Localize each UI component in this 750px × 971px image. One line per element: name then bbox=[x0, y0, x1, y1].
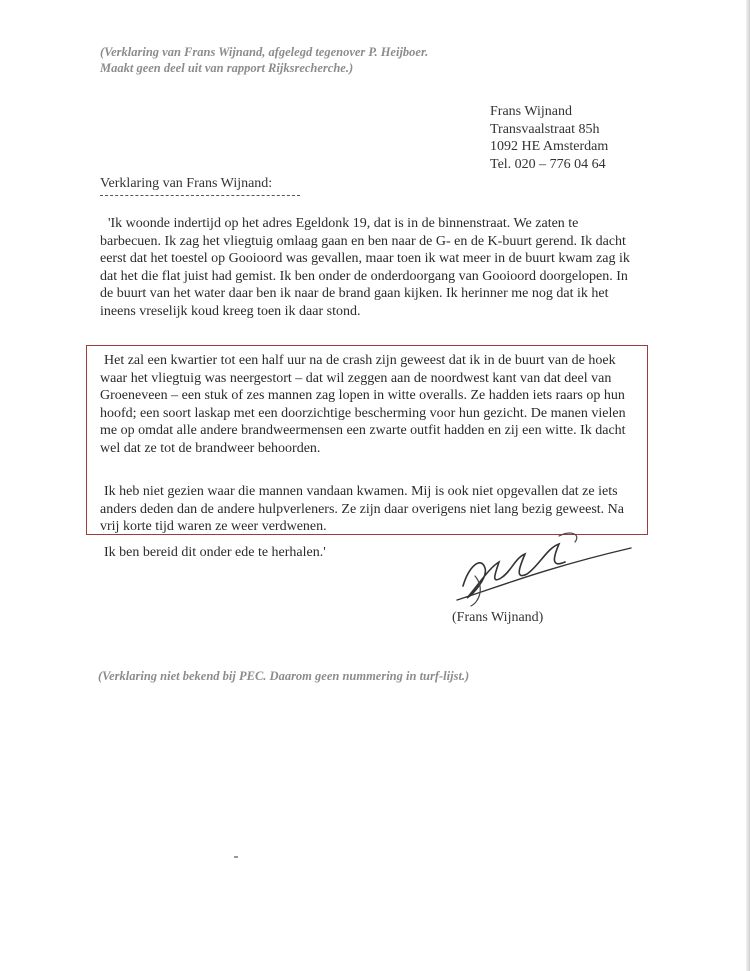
address-street: Transvaalstraat 85h bbox=[490, 121, 600, 137]
editor-note-top-line2: Maakt geen deel uit van rapport Rijksrecherche.) bbox=[100, 61, 354, 75]
handwritten-signature bbox=[455, 528, 635, 608]
scan-speck bbox=[234, 856, 238, 858]
statement-heading: Verklaring van Frans Wijnand: bbox=[100, 176, 273, 191]
editor-note-top bbox=[100, 44, 620, 76]
statement-paragraph-3: Ik heb niet gezien waar die mannen vandaan kwamen. Mij is ook niet opgevallen dat ze iets anders deden dan de andere hulpverleners. Ze zijn daar overigens niet lang bezig geweest. Na vrij korte tijd waren ze weer verdwenen. bbox=[100, 484, 624, 535]
editor-note-top-line1: (Verklaring van Frans Wijnand, afgelegd tegenover P. Heijboer. bbox=[100, 45, 429, 59]
address-phone: Tel. 020 – 776 04 64 bbox=[490, 156, 606, 172]
editor-note-bottom: (Verklaring niet bekend bij PEC. Daarom geen nummering in turf-lijst.) bbox=[98, 669, 470, 683]
statement-paragraph-1: 'Ik woonde indertijd op het adres Egeldonk 19, dat is in de binnenstraat. We zaten te barbecuen. Ik zag het vliegtuig omlaag gaan en ben naar de G- en de K-buurt gerend. Ik dacht eerst dat het toestel op Gooioord was gevallen, maar toen ik wat meer in de buurt kwam zag ik dat het die flat juist had gemist. Ik ben onder de onderdoorgang van Gooioord doorgelopen. In de buurt van het water daar ben ik naar de brand gaan kijken. Ik herinner me nog dat ik het ineens vreselijk koud kreeg toen ik daar stond. bbox=[100, 216, 630, 319]
statement-paragraph-2: Het zal een kwartier tot een half uur na de crash zijn geweest dat ik in de buurt van de hoek waar het vliegtuig was neergestort – dat wil zeggen aan de noordwest kant van dat deel van Groeneveen – een stuk of zes mannen zag lopen in witte overalls. Ze hadden iets raars op hun hoofd; een soort laskap met een doorzichtige bescherming voor hun gezicht. De manen vielen me op omdat alle andere brandweermensen een zwarte outfit hadden en zij een witte. Ik dacht wel dat ze tot de brandweer behoorden. bbox=[100, 353, 626, 456]
closing-line: Ik ben bereid dit onder ede te herhalen.' bbox=[104, 545, 326, 560]
address-city: 1092 HE Amsterdam bbox=[490, 139, 609, 154]
address-name: Frans Wijnand bbox=[490, 104, 573, 119]
signature-name: (Frans Wijnand) bbox=[452, 610, 544, 625]
heading-underline bbox=[100, 195, 300, 196]
sender-address bbox=[490, 103, 608, 173]
page-edge-shadow bbox=[746, 0, 750, 971]
